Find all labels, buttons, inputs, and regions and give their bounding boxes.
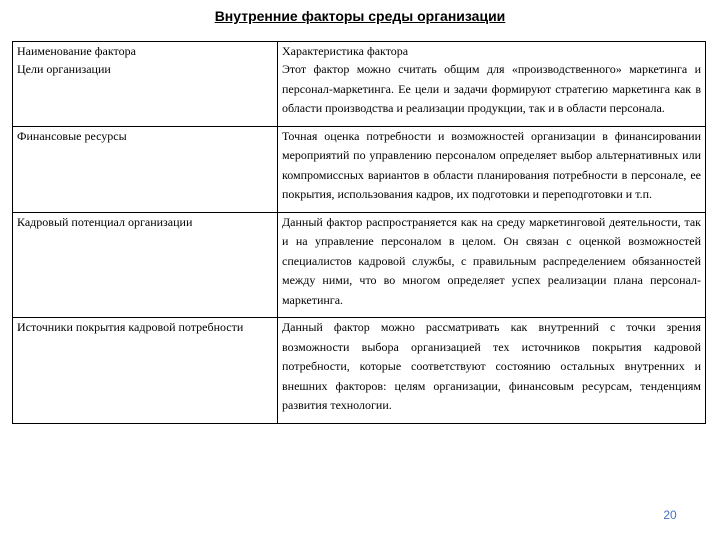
factor-name: Источники покрытия кадровой потребности	[13, 318, 278, 424]
page-number: 20	[663, 508, 677, 522]
table-row	[13, 318, 706, 424]
document-title: Внутренние факторы среды организации	[214, 8, 506, 24]
factor-name: Цели организации	[13, 60, 278, 126]
header-factor-name: Наименование фактора	[13, 42, 278, 61]
factor-description-text: Данный фактор можно рассматривать как внутренний с точки зрения возможности выбора организацией тех источников покрытия кадровой потребности, которые соответствуют состоянию остальных внутренних и внешних факторов: целям организации, финансовым ресурсам, тенденциям развития технологии.	[282, 320, 701, 412]
factor-description	[278, 126, 706, 212]
factors-table	[12, 41, 706, 424]
table-row	[13, 60, 706, 126]
factor-description	[278, 212, 706, 318]
factor-description-text: Этот фактор можно считать общим для «производственного» маркетинга и персонал-маркетинга. Ее цели и задачи формируют стратегию маркетинга как в области производства и реализации продукции, так и в области персонала.	[282, 62, 701, 115]
factor-name: Финансовые ресурсы	[13, 126, 278, 212]
factor-description	[278, 60, 706, 126]
factor-name: Кадровый потенциал организации	[13, 212, 278, 318]
table-row	[13, 126, 706, 212]
factor-description-text: Точная оценка потребности и возможностей организации в финансировании мероприятий по управлению персоналом определяет выбор альтернативных или компромиссных вариантов в области планирования потребности в персонале, ее покрытия, использования кадров, их подготовки и переподготовки и т.п.	[282, 128, 701, 201]
table-row	[13, 212, 706, 318]
factor-description-text: Данный фактор распространяется как на среду маркетинговой деятельности, так и на управление персоналом в целом. Он связан с оценкой возможностей специалистов кадровой службы, с правильным распределением обязанностей между ними, что во многом определяет успех реализации плана персонал-маркетинга.	[282, 214, 701, 307]
table-header-row	[13, 42, 706, 61]
factor-description	[278, 318, 706, 424]
header-factor-description: Характеристика фактора	[278, 42, 706, 61]
